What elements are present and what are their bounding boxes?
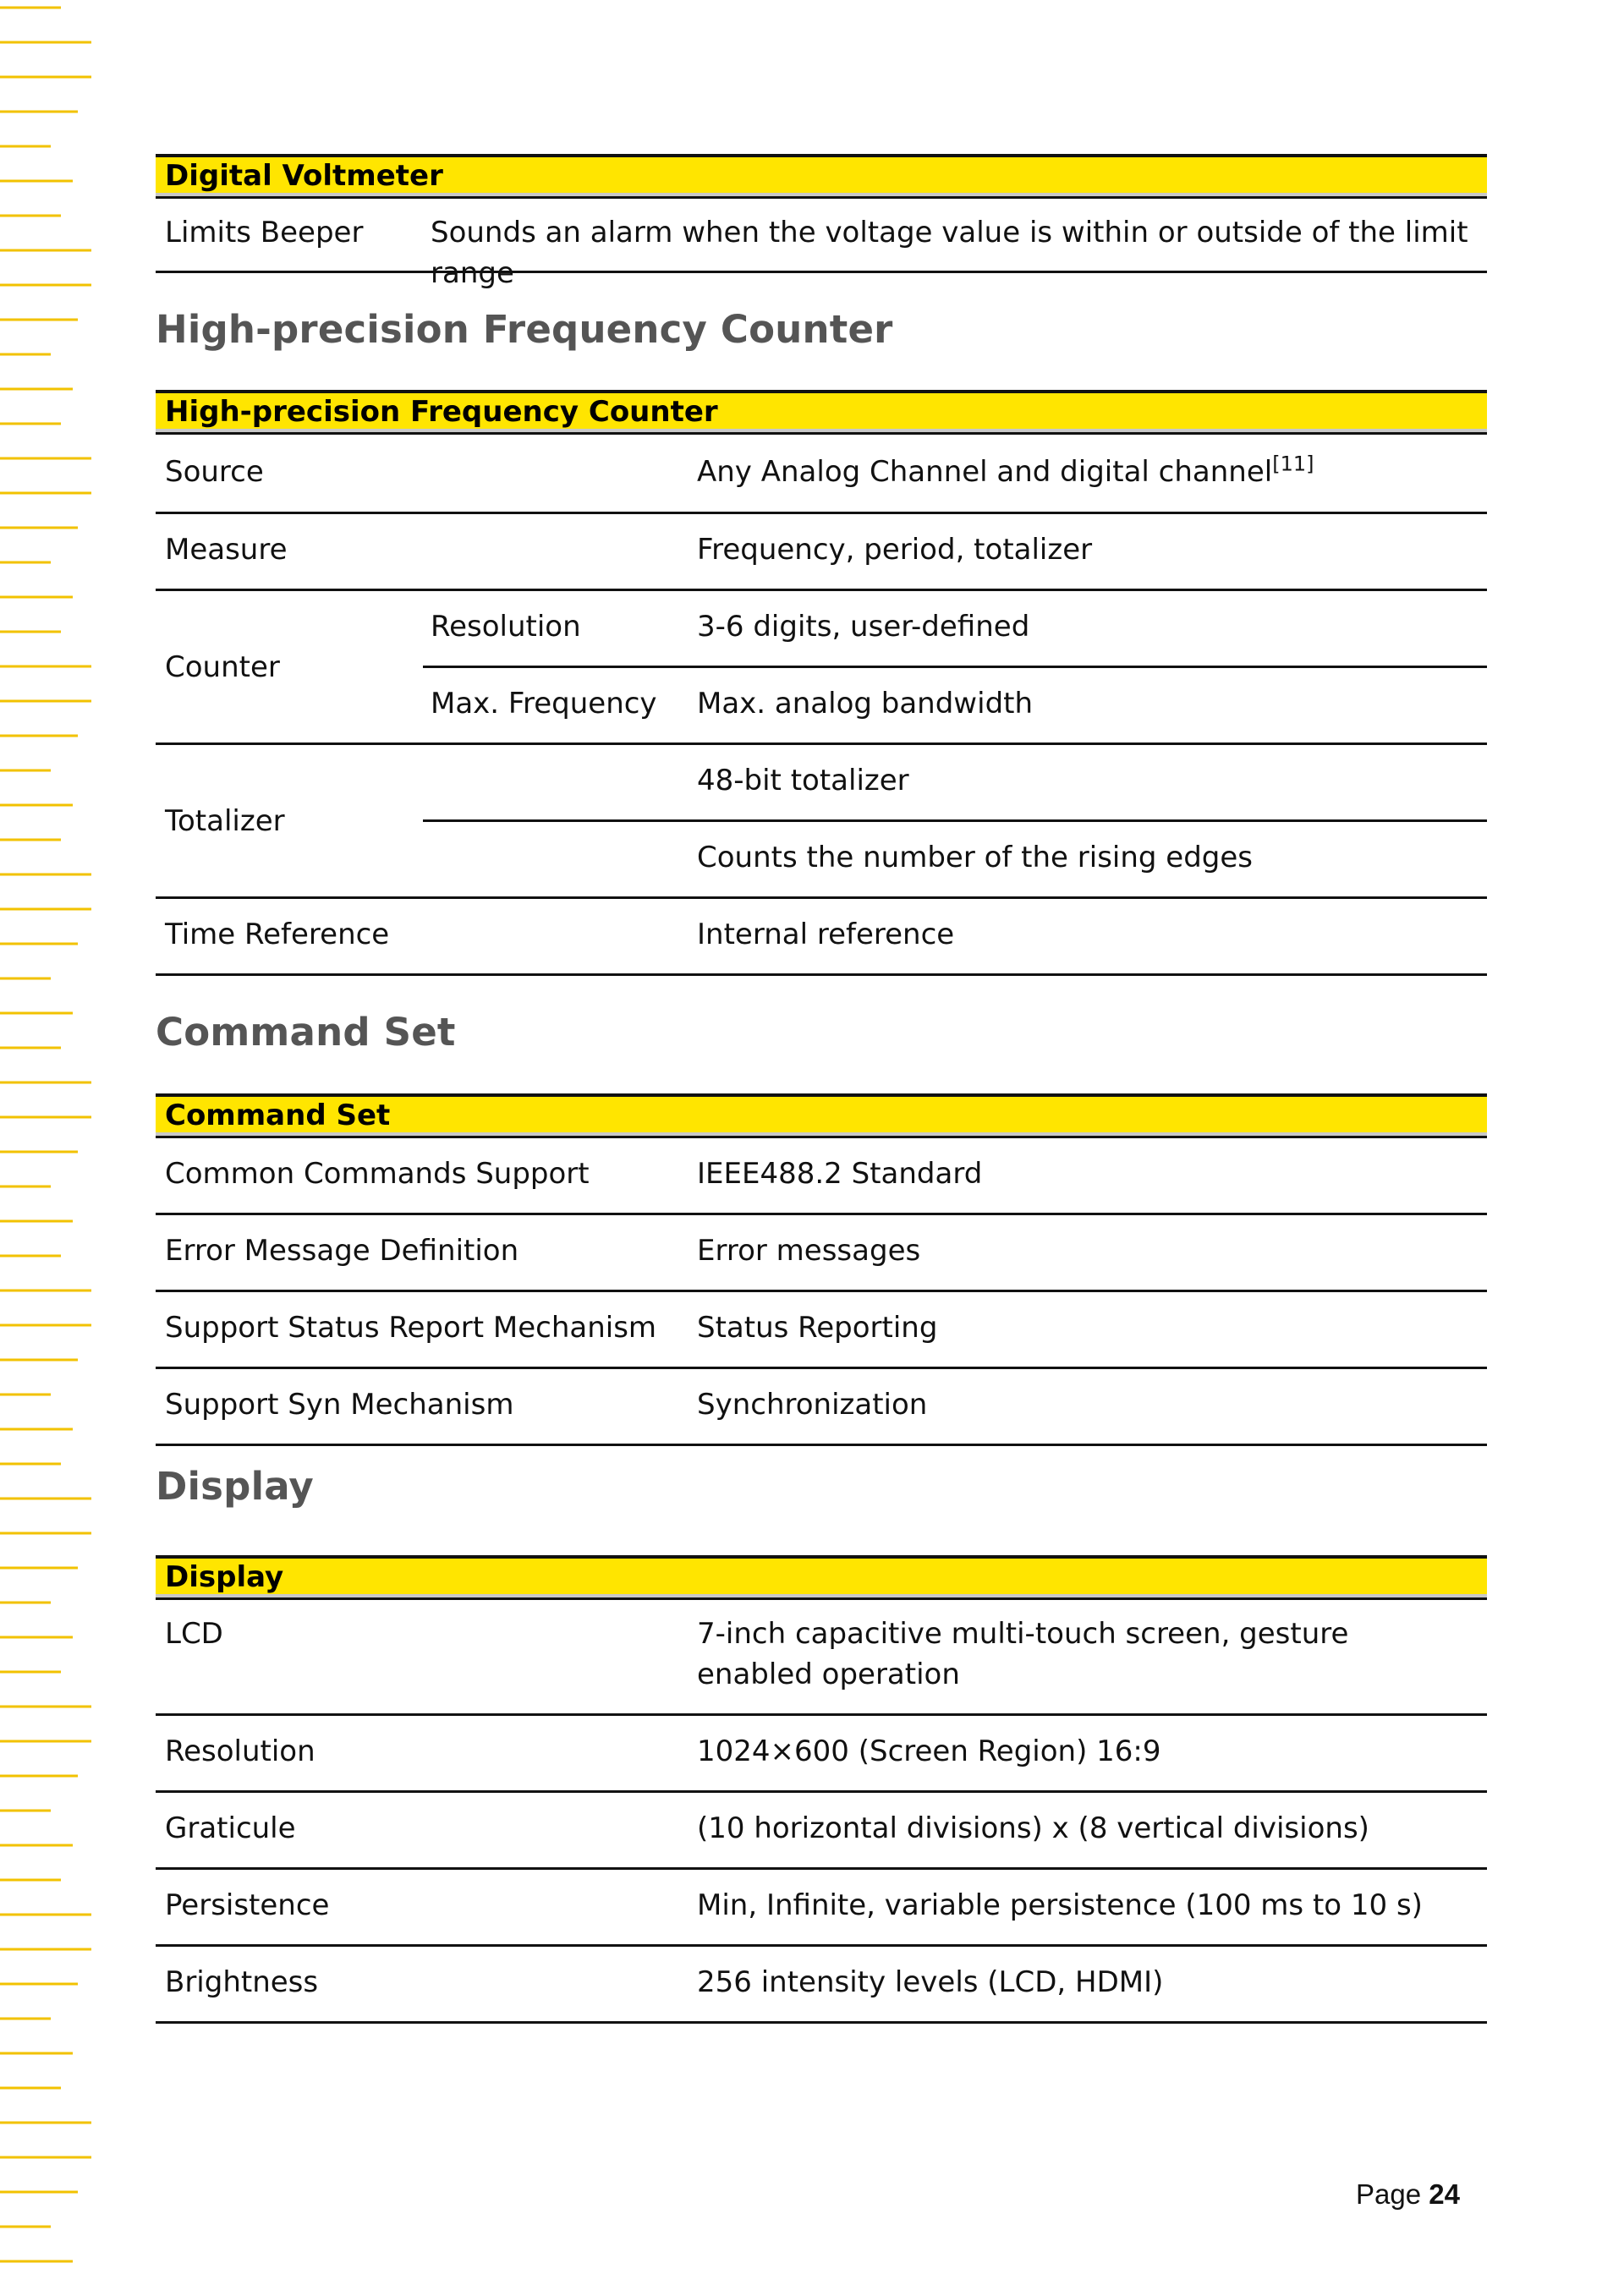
command-row-label: Common Commands Support (165, 1157, 590, 1191)
display-row-label: Graticule (165, 1811, 296, 1845)
command-row-label: Support Status Report Mechanism (165, 1311, 657, 1345)
voltmeter-table (156, 154, 1487, 290)
table-row (156, 1597, 1487, 1713)
time-reference-label: Time Reference (165, 918, 390, 951)
limits-beeper-value: Sounds an alarm when the voltage value is within or outside of the limit range (431, 216, 1468, 290)
max-frequency-label: Max. Frequency (431, 687, 657, 721)
display-row-value: Min, Infinite, variable persistence (100 ms to 10 s) (697, 1888, 1423, 1922)
table-row (156, 1867, 1487, 1944)
counter-row-group (156, 589, 1487, 743)
display-row-value: 7-inch capacitive multi-touch screen, gesture enabled operation (697, 1617, 1349, 1691)
table-row (156, 512, 1487, 589)
resolution-label: Resolution (431, 610, 581, 644)
table-row (156, 1790, 1487, 1867)
time-reference-value: Internal reference (697, 918, 955, 951)
freq-table-header: High-precision Frequency Counter (156, 390, 1487, 432)
measure-value: Frequency, period, totalizer (697, 533, 1093, 567)
display-row-label: Brightness (165, 1965, 319, 1999)
table-row (156, 196, 1487, 290)
display-row-label: Resolution (165, 1734, 315, 1768)
table-row (156, 1136, 1487, 1213)
freq-table (156, 390, 1487, 976)
limits-beeper-label: Limits Beeper (165, 216, 364, 249)
display-table-header: Display (156, 1555, 1487, 1597)
table-row (156, 1944, 1487, 2021)
display-row-value: 1024×600 (Screen Region) 16:9 (697, 1734, 1161, 1768)
max-frequency-value: Max. analog bandwidth (697, 687, 1034, 721)
source-value (697, 452, 1445, 492)
counter-subdivider (423, 666, 1487, 668)
totalizer-subdivider (423, 819, 1487, 822)
table-row (156, 1367, 1487, 1444)
display-row-value: 256 intensity levels (LCD, HDMI) (697, 1965, 1164, 1999)
totalizer-value-1: 48-bit totalizer (697, 764, 909, 797)
table-row (156, 1213, 1487, 1290)
display-table (156, 1555, 1487, 2024)
command-row-value: Synchronization (697, 1388, 928, 1422)
command-row-value: Error messages (697, 1234, 921, 1268)
measure-label: Measure (165, 533, 288, 567)
display-row-value: (10 horizontal divisions) x (8 vertical divisions) (697, 1811, 1369, 1845)
command-row-label: Support Syn Mechanism (165, 1388, 514, 1422)
totalizer-row-group (156, 743, 1487, 896)
command-row-label: Error Message Definition (165, 1234, 519, 1268)
table-row (156, 1713, 1487, 1790)
voltmeter-table-header: Digital Voltmeter (156, 154, 1487, 196)
table-row (156, 432, 1487, 512)
command-section-title: Command Set (156, 1010, 456, 1055)
display-row-label: LCD (165, 1617, 223, 1651)
command-table-header: Command Set (156, 1093, 1487, 1136)
command-row-value: Status Reporting (697, 1311, 938, 1345)
totalizer-value-2: Counts the number of the rising edges (697, 841, 1254, 874)
command-row-value: IEEE488.2 Standard (697, 1157, 983, 1191)
table-row (156, 1290, 1487, 1367)
page-number (1356, 2178, 1460, 2211)
resolution-value: 3-6 digits, user-defined (697, 610, 1030, 644)
totalizer-label: Totalizer (165, 804, 285, 838)
page-word: Page (1356, 2178, 1422, 2210)
counter-label: Counter (165, 650, 280, 684)
margin-decoration-lines (0, 0, 95, 2296)
table-row (156, 896, 1487, 973)
command-table (156, 1093, 1487, 1446)
source-label: Source (165, 455, 264, 489)
freq-section-title: High-precision Frequency Counter (156, 307, 893, 352)
page-number-value: 24 (1429, 2178, 1460, 2210)
source-value-text: Any Analog Channel and digital channel (697, 455, 1273, 489)
display-row-label: Persistence (165, 1888, 330, 1922)
source-footnote: [11] (1272, 452, 1314, 476)
display-section-title: Display (156, 1464, 314, 1509)
